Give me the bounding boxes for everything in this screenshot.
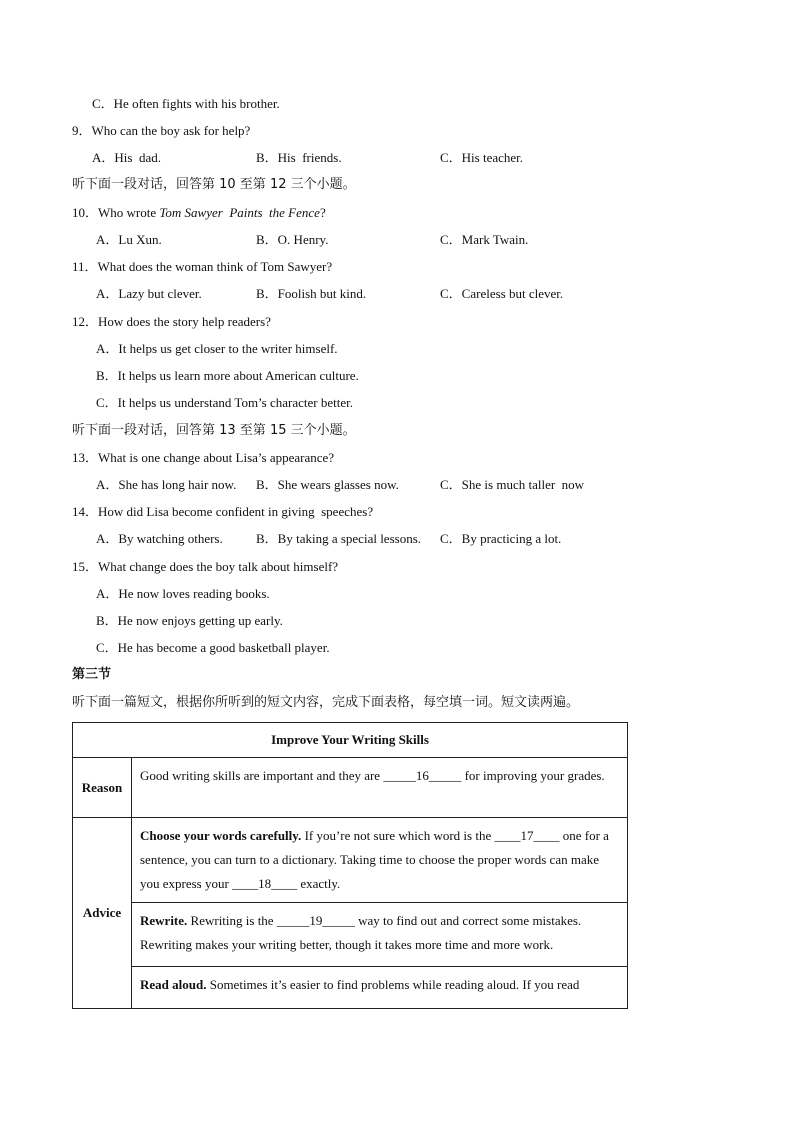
- reason-post: for improving your grades.: [461, 768, 605, 783]
- table-title: Improve Your Writing Skills: [73, 723, 628, 758]
- q10-mark: ?: [319, 205, 326, 220]
- advice1-part-b: one for a sentence, you can turn to a dictionary. Taking time to choose the proper words can make you express your: [140, 828, 609, 891]
- q13-option-b: B．She wears glasses now.: [256, 477, 399, 492]
- q11-option-a: A．Lazy but clever.: [96, 286, 202, 301]
- q15-option-b: B．He now enjoys getting up early.: [96, 613, 283, 628]
- advice-read-aloud-cell: [132, 967, 628, 1009]
- q13-question: 13．What is one change about Lisa’s appearance?: [72, 450, 335, 465]
- q9-option-b: B．His friends.: [256, 150, 342, 165]
- q11-option-b: B．Foolish but kind.: [256, 286, 367, 301]
- q10-text: 10．Who wrote: [72, 205, 160, 220]
- q13-option-a: A．She has long hair now.: [96, 477, 237, 492]
- q10-book-title: Tom Sawyer Paints the Fence: [159, 205, 320, 220]
- advice-choose-words-cell: [132, 818, 628, 903]
- section-3-heading: 第三节: [72, 667, 112, 682]
- q15-question: 15．What change does the boy talk about himself?: [72, 559, 339, 574]
- blank-18: ____18____: [232, 876, 298, 891]
- advice2-part-a: Rewriting is the: [187, 913, 277, 928]
- q11-question: 11．What does the woman think of Tom Sawyer?: [72, 259, 333, 274]
- advice3-part-a: Sometimes it’s easier to find problems while reading aloud. If you read: [206, 977, 580, 992]
- blank-17: ____17____: [494, 828, 560, 843]
- q13-option-c: C．She is much taller now: [440, 477, 585, 492]
- blank-19: _____19_____: [276, 913, 355, 928]
- section-3-instructions: 听下面一篇短文，根据你所听到的短文内容，完成下面表格，每空填一词。短文读两遍。: [72, 695, 580, 710]
- q15-option-a: A．He now loves reading books.: [96, 586, 270, 601]
- advice2-part-b: way to find out and correct some mistakes. Rewriting makes your writing better, though it takes more time and more work.: [140, 913, 582, 952]
- blank-16: _____16_____: [383, 768, 462, 783]
- advice-rewrite-heading: Rewrite.: [140, 913, 188, 928]
- reason-text: [132, 758, 627, 794]
- advice-label: Advice: [73, 818, 132, 1009]
- advice1-part-a: If you’re not sure which word is the: [301, 828, 495, 843]
- advice-read-aloud-heading: Read aloud.: [140, 977, 207, 992]
- q10-question: [72, 205, 326, 221]
- advice-choose-words-heading: Choose your words carefully.: [140, 828, 302, 843]
- dialogue-intro-13-15: 听下面一段对话，回答第 13 至第 15 三个小题。: [72, 423, 356, 438]
- q8-option-c: C．He often fights with his brother.: [92, 96, 280, 111]
- advice1-part-c: exactly.: [297, 876, 341, 891]
- advice-rewrite-cell: [132, 903, 628, 967]
- q14-option-b: B．By taking a special lessons.: [256, 531, 422, 546]
- q10-option-c: C．Mark Twain.: [440, 232, 529, 247]
- q14-question: 14．How did Lisa become confident in giving speeches?: [72, 504, 374, 519]
- advice-read-aloud-text: [132, 967, 627, 1003]
- q12-option-c: C．It helps us understand Tom’s character better.: [96, 395, 353, 410]
- q14-option-c: C．By practicing a lot.: [440, 531, 562, 546]
- q14-option-a: A．By watching others.: [96, 531, 223, 546]
- q9-question: 9．Who can the boy ask for help?: [72, 123, 251, 138]
- q9-option-c: C．His teacher.: [440, 150, 524, 165]
- advice-choose-words-text: [132, 818, 627, 902]
- q10-option-a: A．Lu Xun.: [96, 232, 162, 247]
- q9-option-a: A．His dad.: [92, 150, 161, 165]
- q11-option-c: C．Careless but clever.: [440, 286, 564, 301]
- dialogue-intro-10-12: 听下面一段对话，回答第 10 至第 12 三个小题。: [72, 177, 356, 192]
- advice-rewrite-text: [132, 903, 627, 963]
- reason-pre: Good writing skills are important and they are: [140, 768, 384, 783]
- q12-question: 12．How does the story help readers?: [72, 314, 271, 329]
- q12-option-a: A．It helps us get closer to the writer himself.: [96, 341, 338, 356]
- q10-option-b: B．O. Henry.: [256, 232, 329, 247]
- reason-cell: [132, 758, 628, 818]
- writing-skills-table: [72, 722, 628, 1009]
- q15-option-c: C．He has become a good basketball player.: [96, 640, 330, 655]
- q12-option-b: B．It helps us learn more about American culture.: [96, 368, 359, 383]
- reason-label: Reason: [73, 758, 132, 818]
